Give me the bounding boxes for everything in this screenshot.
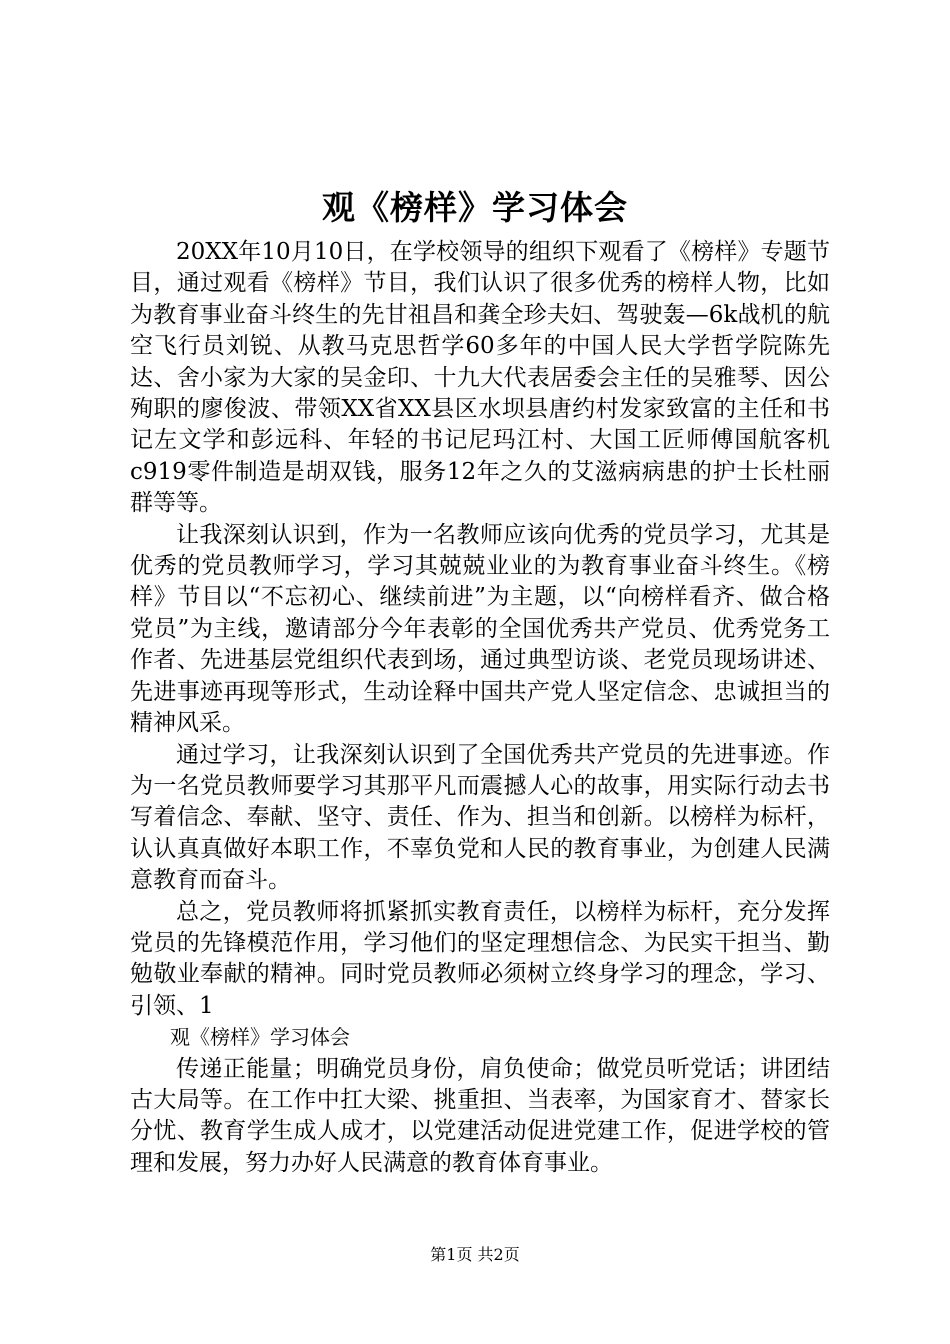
paragraph: 通过学习，让我深刻认识到了全国优秀共产党员的先进事迹。作为一名党员教师要学习其那平凡而震撼人心的故事，用实际行动去书写着信念、奉献、坚守、责任、作为、担当和创新。以榜样为标杆，认认真真做好本职工作，不辜负党和人民的教育事业，为创建人民满意教育而奋斗。: [130, 741, 830, 894]
paragraph: 总之，党员教师将抓紧抓实教育责任，以榜样为标杆，充分发挥党员的先锋模范作用，学习他们的坚定理想信念、为民实干担当、勤勉敬业奉献的精神。同时党员教师必须树立终身学习的理念，学习、引领、1: [130, 898, 830, 1019]
paragraph: 让我深刻认识到，作为一名教师应该向优秀的党员学习，尤其是优秀的党员教师学习，学习其兢兢业业的为教育事业奋斗终生。《榜样》节目以“不忘初心、继续前进”为主题，以“向榜样看齐、做合格党员”为主线，邀请部分今年表彰的全国优秀共产党员、优秀党务工作者、先进基层党组织代表到场，通过典型访谈、老党员现场讲述、先进事迹再现等形式，生动诠释中国共产党人坚定信念、忠诚担当的精神风采。: [130, 521, 830, 737]
section-subtitle: 观《榜样》学习体会: [170, 1025, 350, 1050]
paragraph: 传递正能量；明确党员身份，肩负使命；做党员听党话；讲团结古大局等。在工作中扛大梁、挑重担、当表率，为国家育才、替家长分忧、教育学生成人成才，以党建活动促进党建工作，促进学校的管理和发展，努力办好人民满意的教育体育事业。: [130, 1055, 830, 1176]
document-body: [130, 237, 830, 1179]
document-title: 观《榜样》学习体会: [322, 188, 628, 227]
paragraph: 20XX年10月10日，在学校领导的组织下观看了《榜样》专题节目，通过观看《榜样》节目，我们认识了很多优秀的榜样人物，比如为教育事业奋斗终生的先甘祖昌和龚全珍夫妇、驾驶轰—6k战机的航空飞行员刘锐、从教马克思哲学60多年的中国人民大学哲学院陈先达、舍小家为大家的吴金印、十九大代表居委会主任的吴雅琴、因公殉职的廖俊波、带领XX省XX县区水坝县唐约村发家致富的主任和书记左文学和彭远科、年轻的书记尼玛江村、大国工匠师傅国航客机c919零件制造是胡双钱，服务12年之久的艾滋病病患的护士长杜丽群等等。: [130, 239, 830, 517]
page-footer: 第1页 共2页: [430, 1245, 520, 1264]
